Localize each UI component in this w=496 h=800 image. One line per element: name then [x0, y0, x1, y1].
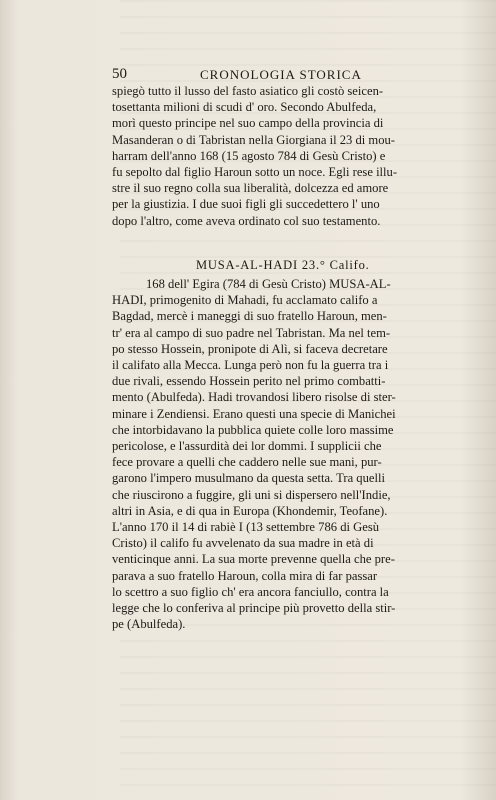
text-line: tosettanta milioni di scudi d' oro. Secondo Abulfeda, — [112, 100, 377, 115]
text-line: L'anno 170 il 14 di rabiè I (13 settembre 786 di Gesù — [112, 520, 380, 535]
text-line: HADI, primogenito di Mahadi, fu acclamato califo a — [112, 293, 378, 308]
text-line: Cristo) il califo fu avvelenato da sua madre in età di — [112, 536, 374, 551]
text-line: lo scettro a suo figlio ch' era ancora fanciullo, contra la — [112, 584, 389, 599]
text-line: due rivali, essendo Hossein perito nel primo combatti- — [112, 374, 386, 389]
running-title: CRONOLOGIA STORICA — [200, 67, 362, 82]
text-line: harram dell'anno 168 (15 agosto 784 di Gesù Cristo) e — [112, 148, 386, 163]
text-line: per la giustizia. I due suoi figli gli succedettero l' uno — [112, 197, 380, 212]
text-line: Bagdad, mercè i maneggi di suo fratello Haroun, men- — [112, 309, 387, 324]
text-line: dopo l'altro, come aveva ordinato col suo testamento. — [112, 213, 381, 228]
text-line: il califato alla Mecca. Lunga però non fu la guerra tra i — [112, 358, 389, 373]
text-line: po stesso Hossein, pronipote di Alì, si faceva decretare — [112, 341, 388, 356]
text-line: stre il suo regno colla sua liberalità, dolcezza ed amore — [112, 181, 389, 196]
text-line: pe (Abulfeda). — [112, 617, 186, 632]
text-line: fu sepolto dal figlio Haroun sotto un noce. Egli rese illu- — [112, 165, 398, 180]
text-line: venticinque anni. La sua morte prevenne quella che pre- — [112, 552, 395, 567]
text-line: parava a suo fratello Haroun, colla mira di far passar — [112, 568, 378, 583]
text-line: legge che lo conferiva al principe più provetto della stir- — [112, 601, 396, 616]
text-line: pericolose, e l'assurdità dei lor dommi. I supplicii che — [112, 439, 382, 454]
opening-paragraph — [112, 83, 442, 229]
text-line: che riuscirono a fuggire, gli uni si dispersero nell'Indie, — [112, 487, 391, 502]
text-line: che intorbidavano la pubblica quiete colle loro massime — [112, 422, 394, 437]
text-line: tr' era al campo di suo padre nel Tabristan. Ma nel tem- — [112, 325, 391, 340]
text-line: fece provare a quelli che caddero nelle sue mani, pur- — [112, 455, 382, 470]
text-line: spiegò tutto il lusso del fasto asiatico gli costò seicen- — [112, 84, 384, 98]
text-line: mento (Abulfeda). Hadi trovandosi libero risolse di ster- — [112, 390, 396, 405]
text-line: morì questo principe nel suo campo della provincia di — [112, 116, 384, 131]
page-number: 50 — [112, 66, 127, 82]
text-line: altri in Asia, e di qua in Europa (Khondemir, Teofane). — [112, 503, 388, 518]
text-line: Masanderan o di Tabristan nella Giorgiana il 23 di mou- — [112, 132, 395, 147]
text-line: minare i Zendiensi. Erano questi una specie di Manichei — [112, 406, 396, 421]
section-heading: MUSA-AL-HADI 23.° Califo. — [196, 258, 370, 272]
text-line: 168 dell' Egira (784 di Gesù Cristo) MUSA-AL- — [146, 277, 391, 291]
caliph-entry-paragraph — [112, 276, 442, 632]
text-line: garono l'impero musulmano da questa setta. Tra quelli — [112, 471, 385, 486]
